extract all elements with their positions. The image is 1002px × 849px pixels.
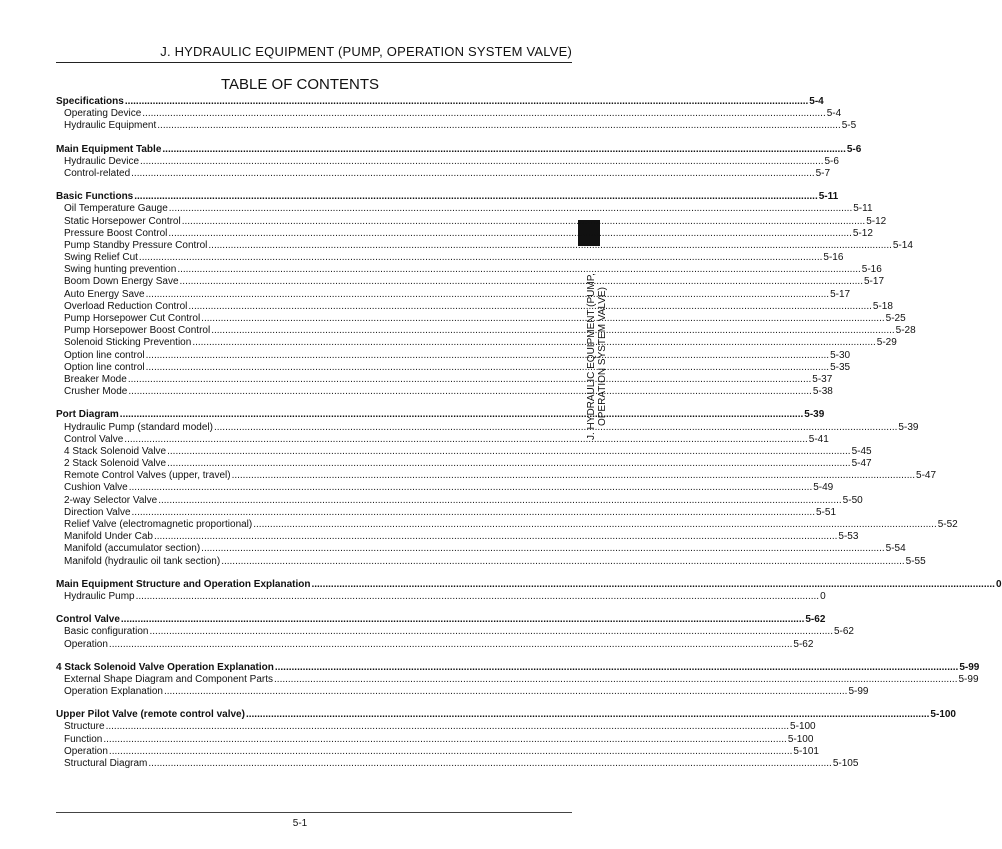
toc-entry-label: Hydraulic Pump: [64, 590, 135, 602]
toc-entry-label: Pump Horsepower Boost Control: [64, 325, 211, 337]
toc-entry-label: 4 Stack Solenoid Valve: [64, 445, 167, 457]
toc-entry-page: 5-12: [866, 215, 887, 227]
toc-entry-label: Oil Temperature Gauge: [64, 203, 168, 215]
toc-section-heading[interactable]: [56, 578, 1002, 591]
toc-entry-page: 5-29: [876, 337, 897, 349]
toc-entry[interactable]: [56, 531, 859, 543]
toc-entry-label: Crusher Mode: [64, 386, 128, 398]
dot-leader: [109, 639, 792, 651]
toc-entry-label: Remote Control Valves (upper, travel): [64, 470, 231, 482]
dot-leader: [167, 458, 850, 470]
toc-entry[interactable]: [56, 494, 863, 507]
toc-section-heading-page: 5-4: [809, 96, 824, 107]
toc-section-heading[interactable]: [56, 143, 862, 156]
toc-entry[interactable]: [56, 108, 842, 120]
toc-section-heading-label: Specifications: [56, 96, 124, 107]
dot-leader: [169, 203, 852, 215]
dot-leader: [132, 507, 815, 519]
toc-entry[interactable]: [56, 276, 884, 288]
toc-section-heading[interactable]: [56, 614, 826, 626]
toc-entry[interactable]: [56, 386, 833, 398]
toc-entry-page: 5-101: [793, 745, 819, 757]
toc-entry-label: External Shape Diagram and Component Parts: [64, 673, 274, 685]
dot-leader: [274, 674, 957, 686]
dot-leader: [146, 362, 829, 374]
dot-leader: [177, 264, 860, 276]
toc-entry-label: Hydraulic Pump (standard model): [64, 421, 213, 433]
toc-section-heading[interactable]: [56, 96, 824, 108]
toc-entry-page: 5-4: [826, 108, 842, 120]
dot-leader: [164, 686, 847, 698]
dot-leader: [311, 579, 994, 591]
dot-leader: [125, 96, 808, 108]
toc-entry[interactable]: [56, 458, 872, 470]
dot-leader: [157, 120, 840, 132]
dot-leader: [140, 156, 823, 168]
toc-entry[interactable]: [56, 252, 844, 264]
toc-section-heading[interactable]: [56, 661, 980, 674]
toc-entry[interactable]: [56, 239, 913, 252]
toc-entry-page: 5-100: [790, 721, 816, 733]
toc-entry-label: Boom Down Energy Save: [64, 276, 179, 288]
dot-leader: [148, 758, 831, 770]
toc-entry-page: 5-47: [916, 470, 937, 482]
dot-leader: [208, 240, 891, 252]
toc-entry[interactable]: [56, 337, 897, 349]
toc-entry-label: Option line control: [64, 361, 145, 373]
toc-entry-label: Operating Device: [64, 108, 142, 120]
toc-section-heading-page: 5-62: [805, 614, 826, 626]
toc-entry[interactable]: [56, 227, 873, 240]
toc-section-heading-label: Main Equipment Table: [56, 143, 162, 155]
toc-entry-page: 5-5: [841, 120, 857, 132]
dot-leader: [121, 614, 804, 626]
toc-entry[interactable]: [56, 313, 906, 325]
footer-rule: [56, 812, 572, 813]
toc-entry-label: Operation Explanation: [64, 686, 163, 698]
toc-entry-page: 5-25: [885, 313, 906, 324]
toc-entry[interactable]: [56, 361, 851, 374]
dot-leader: [146, 289, 829, 301]
toc-entry-label: Function: [64, 733, 103, 745]
dot-leader: [106, 721, 789, 733]
toc-entry-page: 5-35: [830, 361, 851, 373]
dot-leader: [188, 301, 871, 313]
dot-leader: [192, 337, 875, 349]
toc-section-heading-page: 5-99: [959, 661, 980, 673]
toc-entry-page: 5-18: [872, 300, 893, 312]
page-number: 5-1: [292, 818, 308, 829]
dot-leader: [214, 422, 897, 434]
toc-entry-page: 5-100: [787, 733, 814, 745]
toc-entry-page: 5-62: [793, 638, 814, 650]
toc-entry[interactable]: [56, 745, 819, 758]
toc-entry[interactable]: [56, 445, 872, 458]
toc-entry[interactable]: [56, 758, 859, 770]
toc-entry-page: 5-11: [853, 203, 873, 215]
toc-entry[interactable]: [56, 215, 887, 228]
toc-entry-page: 5-7: [815, 167, 831, 179]
dot-leader: [246, 709, 929, 721]
toc-section-heading-label: Upper Pilot Valve (remote control valve): [56, 709, 245, 721]
toc-entry-label: Manifold (hydraulic oil tank section): [64, 555, 221, 567]
chapter-header-title: J. HYDRAULIC EQUIPMENT (PUMP, OPERATION SYSTEM VALVE): [160, 44, 572, 59]
toc-entry-page: 5-99: [848, 686, 869, 698]
toc-section: [56, 661, 980, 699]
toc-entry[interactable]: [56, 626, 854, 638]
toc-section: [56, 614, 854, 651]
toc-entry[interactable]: [56, 590, 826, 603]
toc-entry[interactable]: [56, 373, 833, 386]
toc-entry[interactable]: [56, 288, 851, 301]
toc-section: [56, 709, 956, 770]
toc-entry-label: Swing Relief Cut: [64, 252, 138, 264]
toc-entry-page: 5-28: [895, 325, 916, 337]
toc-entry-page: 5-52: [937, 519, 958, 530]
toc-entry[interactable]: [56, 470, 937, 482]
toc-entry[interactable]: [56, 433, 829, 446]
dot-leader: [211, 325, 894, 337]
toc-entry[interactable]: [56, 733, 814, 746]
toc-entry[interactable]: [56, 506, 836, 519]
dot-leader: [275, 662, 958, 674]
toc-entry-page: 5-62: [833, 626, 854, 638]
toc-entry-label: Relief Valve (electromagnetic proportional): [64, 519, 253, 530]
toc-entry-label: Structure: [64, 721, 105, 733]
dot-leader: [201, 313, 884, 325]
toc-section: [56, 143, 862, 181]
toc-entry-label: Swing hunting prevention: [64, 264, 177, 276]
dot-leader: [168, 228, 851, 240]
toc-entry-page: 5-12: [852, 227, 873, 239]
toc-entry[interactable]: [56, 120, 857, 132]
toc-entry-label: Hydraulic Equipment: [64, 120, 157, 132]
toc-title: TABLE OF CONTENTS: [220, 76, 380, 93]
toc-entry-page: 5-50: [842, 494, 863, 506]
toc-entry[interactable]: [56, 482, 834, 494]
dot-leader: [201, 543, 884, 555]
toc-entry-label: Structural Diagram: [64, 758, 148, 769]
toc-section-heading-label: Port Diagram: [56, 409, 119, 421]
toc-entry[interactable]: [56, 264, 882, 276]
toc-entry-label: Direction Valve: [64, 506, 131, 518]
toc-entry-page: 5-30: [830, 349, 851, 361]
toc-section-heading-label: Main Equipment Structure and Operation Explanation: [56, 578, 311, 590]
toc-section-heading-page: 5-6: [846, 143, 862, 155]
toc-entry[interactable]: [56, 543, 906, 555]
toc-entry-label: Cushion Valve: [64, 482, 128, 494]
dot-leader: [142, 108, 825, 120]
toc-entry[interactable]: [56, 300, 893, 313]
dot-leader: [221, 556, 904, 568]
toc-entry[interactable]: [56, 203, 873, 215]
dot-leader: [134, 191, 817, 203]
toc-entry-page: 5-99: [958, 673, 979, 685]
header-rule: [56, 62, 572, 63]
toc-section: [56, 409, 958, 567]
toc-section: [56, 578, 1002, 603]
toc-entry-page: 5-17: [863, 276, 884, 288]
toc-entry-page: 5-47: [851, 458, 872, 470]
toc-section-heading-label: 4 Stack Solenoid Valve Operation Explanation: [56, 661, 274, 673]
toc-entry-label: Pressure Boost Control: [64, 227, 168, 239]
toc-entry-label: Manifold (accumulator section): [64, 543, 201, 555]
toc-section-heading[interactable]: [56, 409, 825, 421]
dot-leader: [182, 216, 865, 228]
toc-entry-label: Breaker Mode: [64, 373, 127, 385]
toc-section-heading-page: 5-100: [930, 709, 956, 721]
toc-entry-page: 5-53: [838, 531, 859, 543]
dot-leader: [232, 470, 915, 482]
toc-entry-label: Option line control: [64, 349, 145, 361]
toc-entry[interactable]: [56, 686, 869, 698]
toc-entry[interactable]: [56, 673, 979, 686]
toc-entry[interactable]: [56, 167, 831, 180]
toc-section-heading-page: 0: [995, 578, 1002, 590]
toc-entry-page: 5-55: [905, 555, 926, 567]
toc-section-heading-page: 5-39: [804, 409, 825, 421]
toc-entry-page: 5-37: [812, 373, 833, 385]
toc-entry-page: 5-41: [808, 433, 829, 445]
dot-leader: [109, 746, 792, 758]
dot-leader: [129, 482, 812, 494]
dot-leader: [150, 626, 833, 638]
toc-entry-page: 5-45: [851, 445, 872, 457]
toc-entry-label: 2-way Selector Valve: [64, 494, 158, 506]
toc-entry-page: 5-105: [832, 758, 859, 769]
dot-leader: [120, 409, 803, 421]
toc-entry-label: Basic configuration: [64, 626, 149, 638]
side-label-line-1: J. HYDRAULIC EQUIPMENT (PUMP,: [586, 273, 597, 440]
dot-leader: [131, 168, 814, 180]
toc-section: [56, 96, 857, 133]
toc-entry-page: 5-49: [813, 482, 834, 494]
toc-entry-page: 5-54: [885, 543, 906, 555]
toc-entry-label: Hydraulic Device: [64, 155, 140, 167]
toc-entry-page: 5-51: [815, 506, 836, 518]
toc-entry-label: 2 Stack Solenoid Valve: [64, 458, 167, 470]
dot-leader: [162, 144, 845, 156]
dot-leader: [139, 252, 822, 264]
toc-entry-page: 0: [820, 590, 826, 602]
dot-leader: [253, 519, 936, 531]
side-label-line-2: OPERATION SYSTEM VALVE): [597, 287, 608, 427]
dot-leader: [180, 276, 863, 288]
toc-entry-label: Manifold Under Cab: [64, 531, 153, 543]
toc-entry-label: Operation: [64, 745, 108, 757]
dot-leader: [103, 734, 786, 746]
toc-entry-page: 5-38: [812, 386, 833, 398]
toc-section-heading-page: 5-11: [818, 191, 839, 203]
toc-section-heading[interactable]: [56, 191, 839, 203]
toc-entry-label: Static Horsepower Control: [64, 215, 181, 227]
toc-entry-page: 5-16: [823, 252, 844, 264]
toc-section-heading-label: Control Valve: [56, 614, 120, 626]
toc-entry-page: 5-6: [824, 155, 839, 167]
dot-leader: [158, 495, 841, 507]
toc-entry-page: 5-16: [861, 264, 882, 276]
dot-leader: [124, 434, 807, 446]
dot-leader: [146, 350, 829, 362]
toc-entry-label: Control Valve: [64, 433, 124, 445]
toc-entry[interactable]: [56, 638, 814, 651]
dot-leader: [154, 531, 837, 543]
toc-entry-label: Overload Reduction Control: [64, 300, 188, 312]
toc-entry-page: 5-39: [898, 421, 919, 433]
toc-entry-label: Pump Horsepower Cut Control: [64, 313, 201, 324]
dot-leader: [136, 591, 819, 603]
toc-entry[interactable]: [56, 421, 919, 434]
toc-entry-label: Operation: [64, 638, 108, 650]
toc-entry-page: 5-14: [892, 239, 913, 251]
toc-entry-label: Auto Energy Save: [64, 288, 145, 300]
toc-entry-label: Control-related: [64, 167, 131, 179]
toc-entry[interactable]: [56, 349, 851, 362]
dot-leader: [167, 446, 850, 458]
toc-entry[interactable]: [56, 155, 839, 168]
toc-entry[interactable]: [56, 325, 916, 337]
toc-entry-label: Solenoid Sticking Prevention: [64, 337, 192, 349]
toc-entry[interactable]: [56, 721, 816, 733]
toc-section-heading[interactable]: [56, 709, 956, 721]
toc-section-heading-label: Basic Functions: [56, 191, 134, 203]
toc-entry-label: Pump Standby Pressure Control: [64, 239, 208, 251]
dot-leader: [128, 374, 811, 386]
toc-entry[interactable]: [56, 555, 926, 568]
toc-entry-page: 5-17: [830, 288, 851, 300]
dot-leader: [128, 386, 811, 398]
toc-entry[interactable]: [56, 519, 958, 531]
